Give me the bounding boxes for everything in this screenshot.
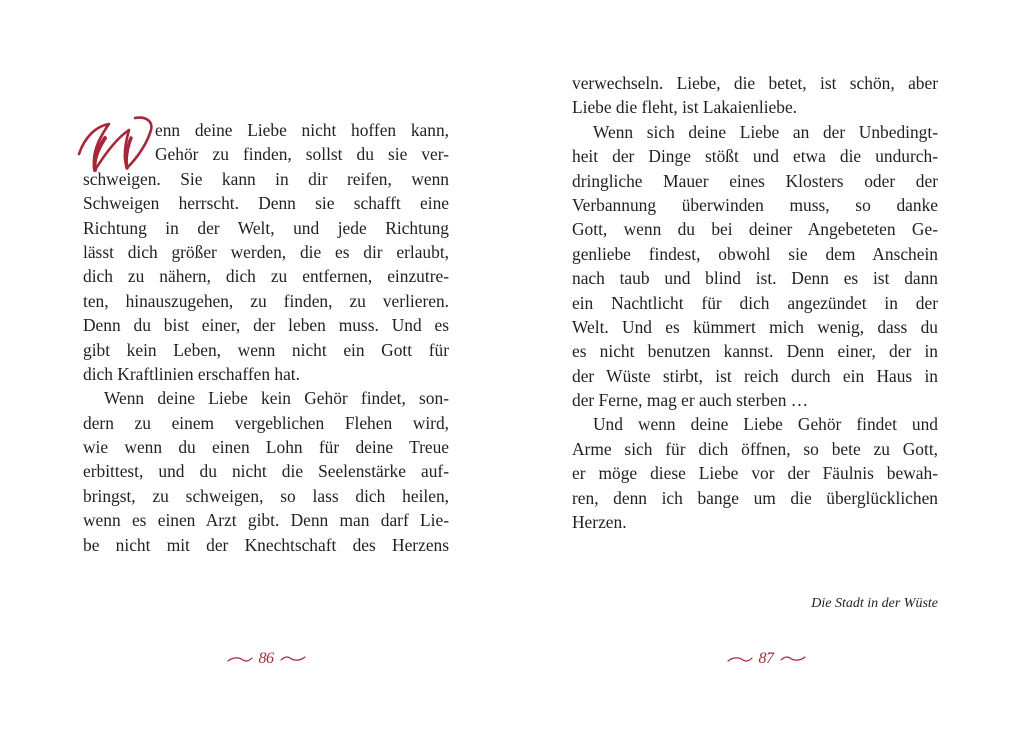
right-text-block bbox=[572, 71, 938, 611]
text-line: ren, denn ich bange um die überglücklichen bbox=[572, 487, 938, 508]
text-line: dich zu nähern, dich zu entfernen, einzutre- bbox=[83, 266, 449, 287]
text-line: Gott, wenn du bei deiner Angebeteten Ge- bbox=[572, 219, 938, 240]
page-number: 86 bbox=[258, 650, 274, 667]
text-line: lässt dich größer werden, die es dir erlaubt, bbox=[83, 241, 449, 262]
text-line: wie wenn du einen Lohn für deine Treue bbox=[83, 437, 449, 458]
text-line: Herzen. bbox=[572, 512, 627, 533]
swash-right-icon bbox=[280, 654, 306, 664]
swash-left-icon bbox=[727, 654, 753, 664]
text-line: er möge diese Liebe vor der Fäulnis bewah- bbox=[572, 463, 938, 484]
swash-right-icon bbox=[780, 654, 806, 664]
text-line: erbittest, und du nicht die Seelenstärke auf- bbox=[83, 461, 449, 482]
text-line: Liebe die fleht, ist Lakaienliebe. bbox=[572, 97, 798, 118]
left-text-block bbox=[83, 118, 449, 557]
text-line: Wenn sich deine Liebe an der Unbedingt- bbox=[593, 121, 938, 142]
text-line: be nicht mit der Knechtschaft des Herzens bbox=[83, 534, 449, 555]
page-number: 87 bbox=[758, 650, 774, 667]
source-attribution: Die Stadt in der Wüste bbox=[811, 596, 938, 611]
text-line: Verbannung überwinden muss, so danke bbox=[572, 194, 938, 215]
text-line: Und wenn deine Liebe Gehör findet und bbox=[593, 414, 938, 435]
page-number-left bbox=[206, 647, 326, 671]
text-line: dich Kraftlinien erschaffen hat. bbox=[83, 363, 300, 384]
dropcap-w-icon bbox=[75, 114, 155, 176]
text-line: dringliche Mauer eines Klosters oder der bbox=[572, 170, 938, 191]
swash-left-icon bbox=[227, 654, 253, 664]
text-line: Wenn deine Liebe kein Gehör findet, son- bbox=[104, 388, 449, 409]
text-line: gibt kein Leben, wenn nicht ein Gott für bbox=[83, 339, 449, 360]
text-line: ten, hinauszugehen, zu finden, zu verlieren. bbox=[83, 290, 449, 311]
text-line: wenn es einen Arzt gibt. Denn man darf Lie- bbox=[83, 510, 449, 531]
text-line: Arme sich für dich öffnen, so bete zu Gott, bbox=[572, 438, 938, 459]
text-line: dern zu einem vergeblichen Flehen wird, bbox=[83, 412, 449, 433]
text-line: enn deine Liebe nicht hoffen kann, bbox=[155, 120, 449, 140]
text-line: Welt. Und es kümmert mich wenig, dass du bbox=[572, 316, 938, 337]
text-line: Denn du bist einer, der leben muss. Und es bbox=[83, 315, 449, 336]
text-line: nach taub und blind ist. Denn es ist dann bbox=[572, 268, 938, 289]
text-line: es nicht benutzen kannst. Denn einer, der in bbox=[572, 341, 938, 362]
text-line: Schweigen herrscht. Denn sie schafft eine bbox=[83, 193, 449, 214]
text-line: der Ferne, mag er auch sterben … bbox=[572, 390, 809, 411]
text-line: heit der Dinge stößt und etwa die undurch- bbox=[572, 146, 938, 167]
text-line: der Wüste stirbt, ist reich durch ein Haus in bbox=[572, 365, 938, 386]
text-line: Gehör zu finden, sollst du sie ver- bbox=[155, 144, 449, 165]
text-line: verwechseln. Liebe, die betet, ist schön, aber bbox=[572, 73, 938, 93]
text-line: bringst, zu schweigen, so lass dich heilen, bbox=[83, 485, 449, 506]
text-line: Richtung in der Welt, und jede Richtung bbox=[83, 217, 449, 238]
text-line: ein Nachtlicht für dich angezündet in der bbox=[572, 292, 938, 313]
text-line: schweigen. Sie kann in dir reifen, wenn bbox=[83, 168, 449, 189]
right-page bbox=[510, 0, 1020, 729]
text-line: genliebe findest, obwohl sie dem Anschein bbox=[572, 243, 938, 264]
page-number-right bbox=[706, 647, 826, 671]
